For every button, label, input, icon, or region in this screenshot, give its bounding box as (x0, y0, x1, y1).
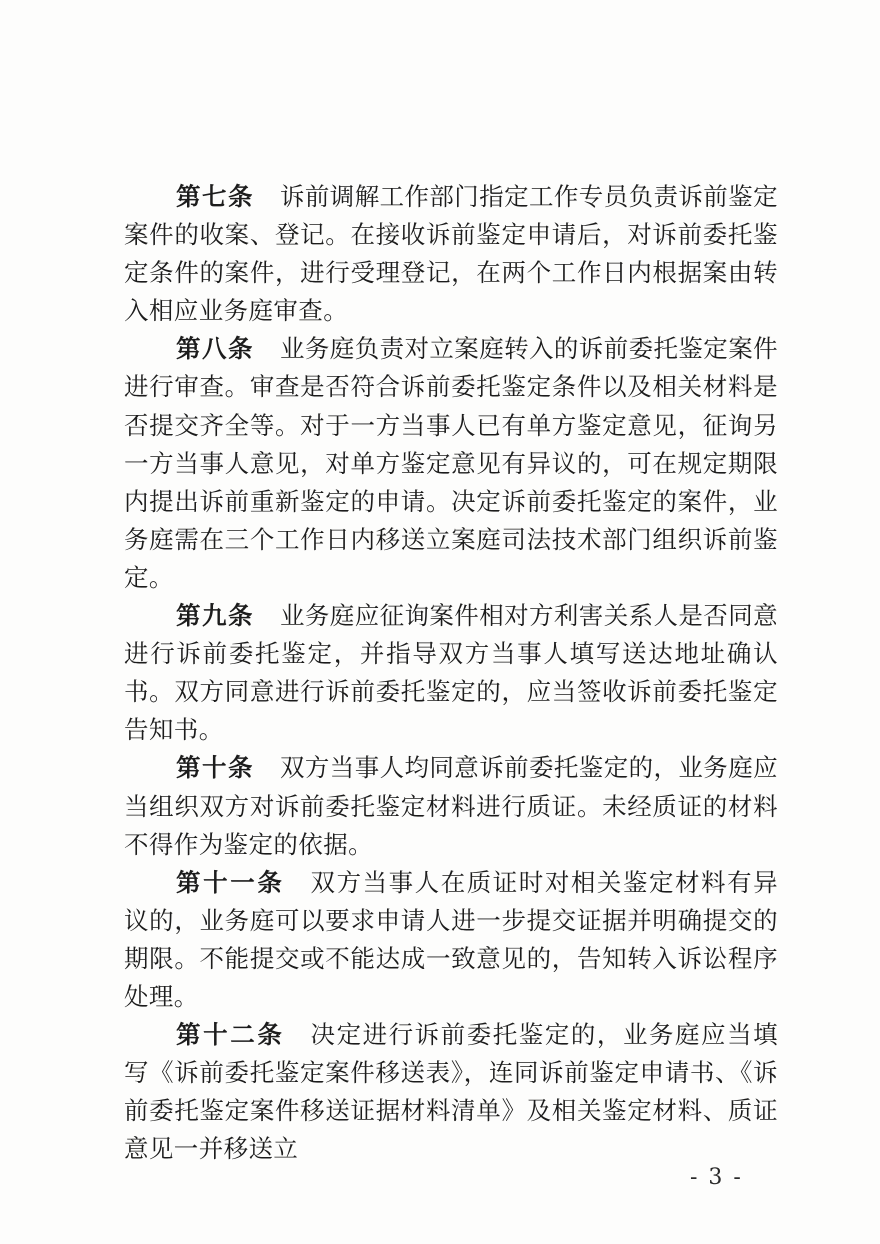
article-number: 第十二条 (176, 1020, 285, 1050)
article-number: 第十条 (176, 753, 254, 783)
article-text: 业务庭应征询案件相对方利害关系人是否同意进行诉前委托鉴定，并指导双方当事人填写送达地址确认书。双方同意进行诉前委托鉴定的，应当签收诉前委托鉴定告知书。 (124, 601, 778, 745)
article-10 (124, 749, 778, 863)
article-9 (124, 597, 778, 749)
article-number: 第八条 (176, 334, 254, 364)
article-text: 双方当事人均同意诉前委托鉴定的，业务庭应当组织双方对诉前委托鉴定材料进行质证。未经质证的材料不得作为鉴定的依据。 (124, 753, 778, 859)
article-text: 业务庭负责对立案庭转入的诉前委托鉴定案件进行审查。审查是否符合诉前委托鉴定条件以及相关材料是否提交齐全等。对于一方当事人已有单方鉴定意见，征询另一方当事人意见，对单方鉴定意见有异议的，可在规定期限内提出诉前重新鉴定的申请。决定诉前委托鉴定的案件，业务庭需在三个工作日内移送立案庭司法技术部门组织诉前鉴定。 (124, 334, 778, 592)
article-text: 诉前调解工作部门指定工作专员负责诉前鉴定案件的收案、登记。在接收诉前鉴定申请后，对诉前委托鉴定条件的案件，进行受理登记，在两个工作日内根据案由转入相应业务庭审查。 (124, 182, 778, 326)
article-number: 第九条 (176, 601, 254, 631)
article-7 (124, 178, 778, 330)
article-8 (124, 330, 778, 597)
article-12 (124, 1016, 778, 1168)
article-text: 决定进行诉前委托鉴定的，业务庭应当填写《诉前委托鉴定案件移送表》，连同诉前鉴定申请书、《诉前委托鉴定案件移送证据材料清单》及相关鉴定材料、质证意见一并移送立 (124, 1020, 779, 1164)
article-number: 第七条 (176, 182, 254, 211)
article-number: 第十一条 (176, 867, 285, 897)
document-body (124, 178, 778, 1168)
page-number: - 3 - (690, 1165, 743, 1190)
article-11 (124, 864, 778, 1016)
article-text: 双方当事人在质证时对相关鉴定材料有异议的，业务庭可以要求申请人进一步提交证据并明确提交的期限。不能提交或不能达成一致意见的，告知转入诉讼程序处理。 (124, 867, 779, 1011)
